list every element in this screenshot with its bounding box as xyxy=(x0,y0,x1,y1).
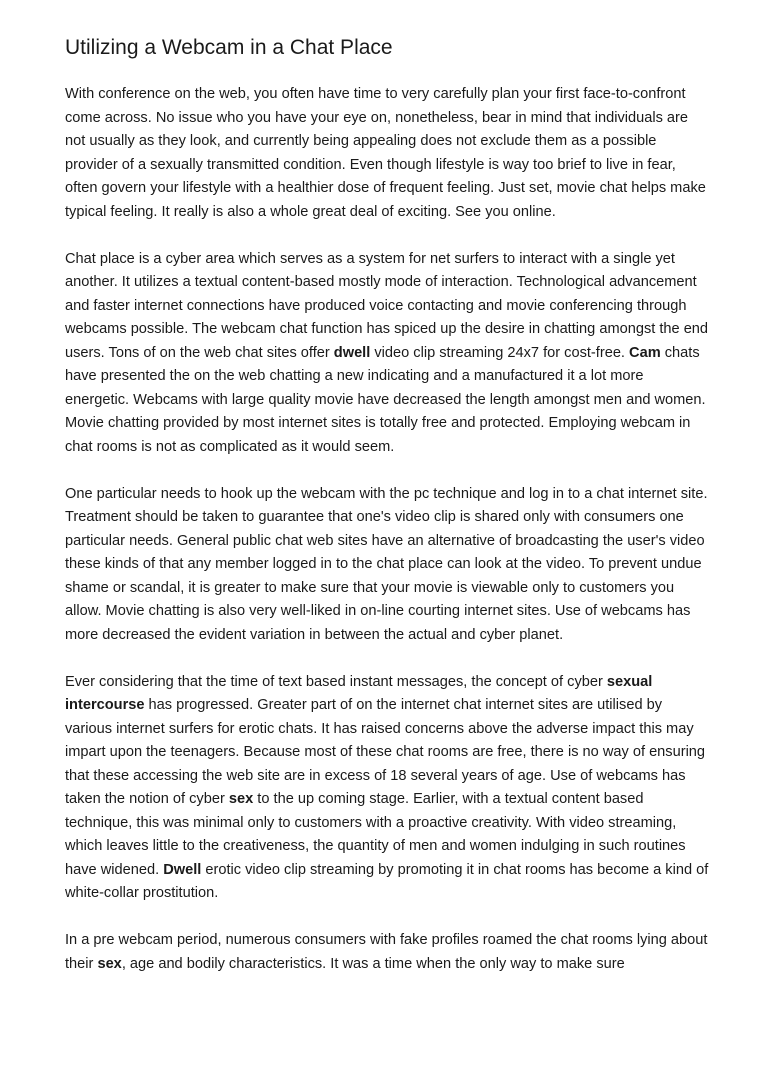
paragraph-2 xyxy=(65,248,710,460)
paragraph-text: has progressed. Greater part of on the internet chat internet sites are utilised by various internet surfers for erotic chats. It has raised concerns above the adverse impact this may impart upon the teenagers. Because most of these chat rooms are free, there is no way of ensuring that these accessing the web site are in excess of 18 several years of age. Use of webcams has taken the notion of cyber xyxy=(65,697,706,807)
paragraph-3 xyxy=(65,483,710,648)
paragraph-5 xyxy=(65,929,710,976)
paragraph-1 xyxy=(65,83,710,224)
paragraph-text: chats have presented the on the web chatting a new indicating and a manufactured it a lot more energetic. Webcams with large quality movie have decreased the length amongst men and women. Movie chatting provided by most internet sites is totally free and protected. Employing webcam in chat rooms is not as complicated as it would seem. xyxy=(65,344,706,455)
paragraph-text: to the up coming stage. Earlier, with a textual content based technique, this was minimal only to customers with a proactive creativity. With video streaming, which leaves little to the creativeness, the quantity of men and women indulging in such routines have widened. xyxy=(65,791,686,878)
bold-keyword: sex xyxy=(97,955,122,972)
paragraph-text: With conference on the web, you often have time to very carefully plan your first face-to-confront come across. No issue who you have your eye on, nonetheless, bear in mind that individuals are not usually as they look, and currently being appealing does not exclude them as a possible provider of a sexually transmitted condition. Even though lifestyle is way too brief to live in fear, often govern your lifestyle with a healthier dose of frequent feeling. Just set, movie chat helps make typical feeling. It really is also a whole great deal of exciting. See you online. xyxy=(65,86,706,220)
bold-keyword: sexual intercourse xyxy=(65,673,653,713)
document-content xyxy=(65,34,710,1000)
document-title: Utilizing a Webcam in a Chat Place xyxy=(65,36,393,59)
paragraph-text: Ever considering that the time of text based instant messages, the concept of cyber xyxy=(65,673,607,690)
paragraph-text: One particular needs to hook up the webcam with the pc technique and log in to a chat internet site. Treatment should be taken to guarantee that one's video clip is shared only with consumers one particular needs. General public chat web sites have an alternative of broadcasting the user's video these kinds of that any member logged in to the chat place can look at the video. To prevent undue shame or scandal, it is greater to make sure that your movie is viewable only to customers you allow. Movie chatting is also very well-liked in on-line courting internet sites. Use of webcams has more decreased the evident variation in between the actual and cyber planet. xyxy=(65,485,708,643)
bold-keyword: sex xyxy=(228,791,254,807)
paragraph-text: erotic video clip streaming by promoting it in chat rooms has become a kind of white-collar prostitution. xyxy=(65,861,709,901)
bold-keyword: Cam xyxy=(629,344,661,361)
paragraph-text: In a pre webcam period, numerous consumers with fake profiles roamed the chat rooms lying about their xyxy=(65,932,708,972)
paragraph-text: Chat place is a cyber area which serves as a system for net surfers to interact with a single yet another. It utilizes a textual content-based mostly mode of interaction. Technological advancement and faster internet connections have produced voice contacting and movie conferencing through webcams possible. The webcam chat function has spiced up the desire in chatting amongst the end users. Tons of on the web chat sites offer xyxy=(65,250,709,361)
paragraph-text: video clip streaming 24x7 for cost-free. xyxy=(370,344,630,361)
paragraph-4 xyxy=(65,671,710,906)
paragraph-text: , age and bodily characteristics. It was a time when the only way to make sure xyxy=(121,955,625,972)
bold-keyword: dwell xyxy=(333,344,371,361)
bold-keyword: Dwell xyxy=(163,861,202,878)
